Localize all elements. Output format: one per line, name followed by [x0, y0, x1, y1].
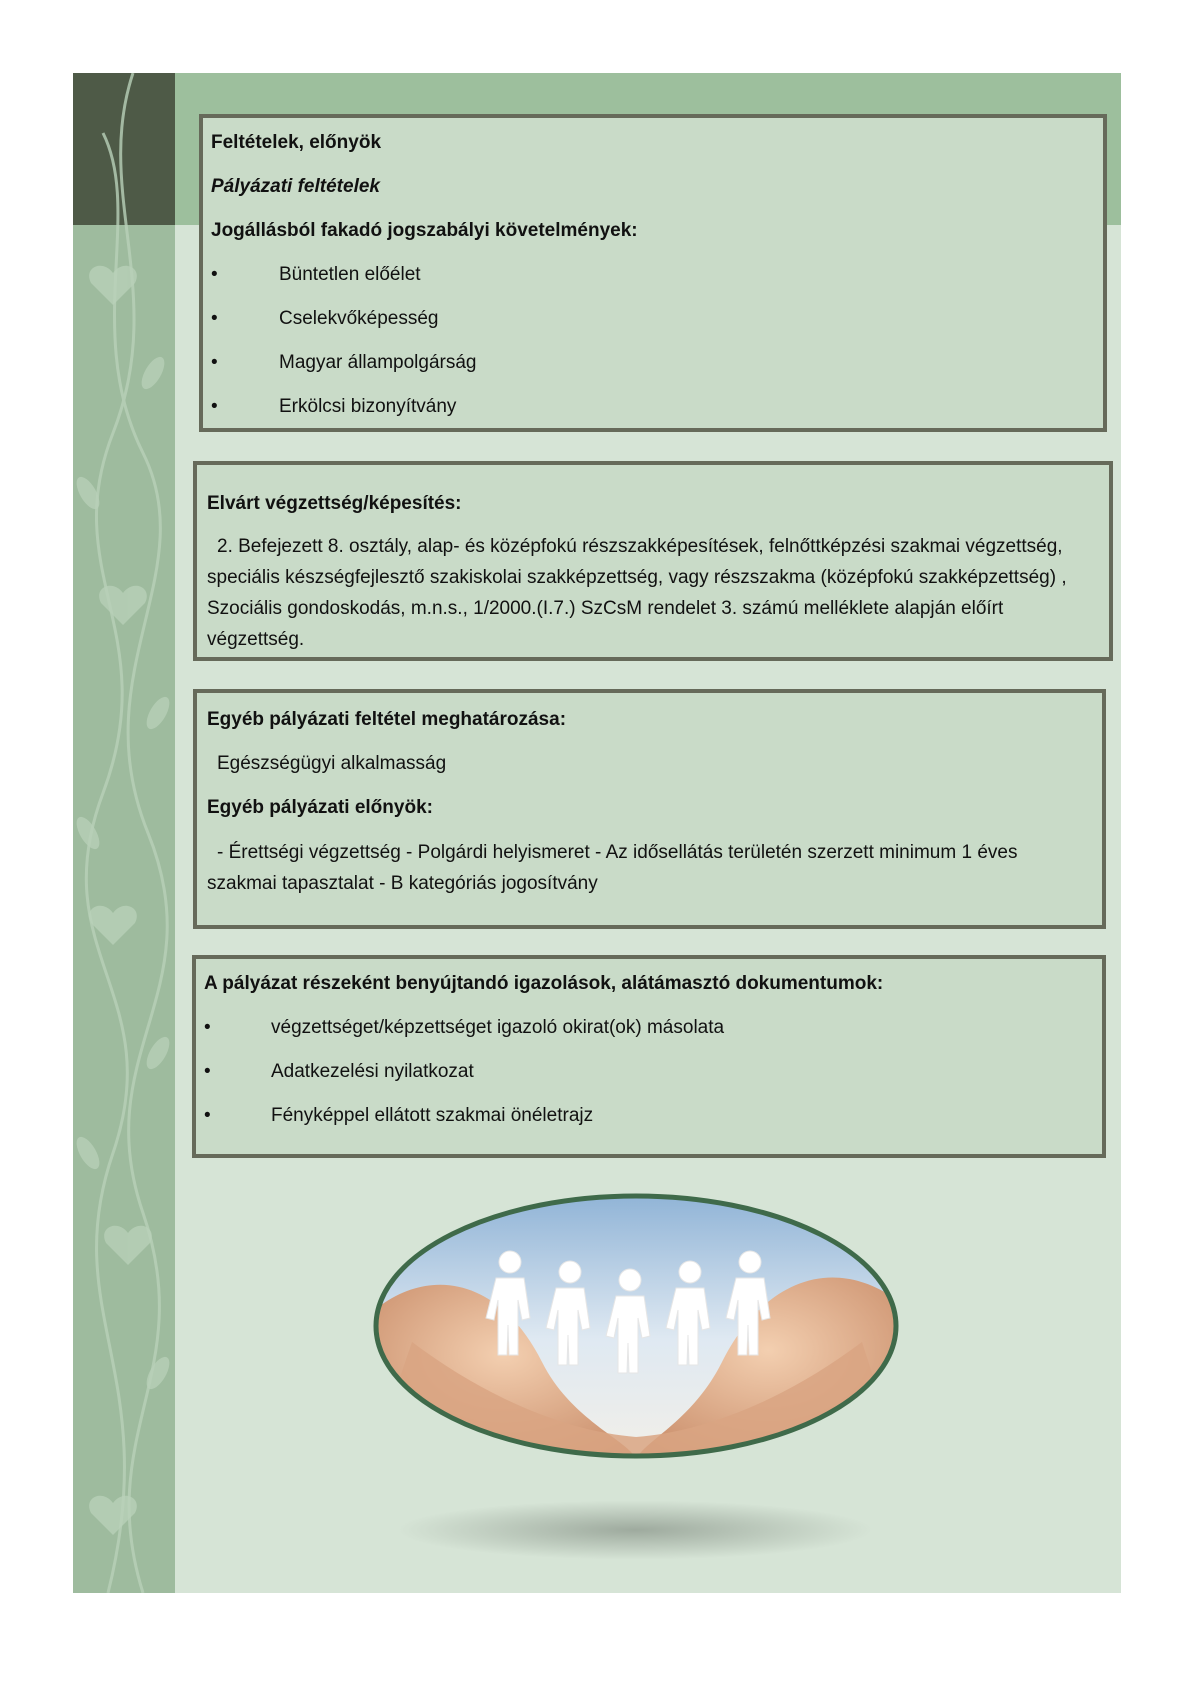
list-item: • Cselekvőképesség — [211, 308, 439, 329]
requirements-list — [211, 260, 1095, 436]
documents-box — [192, 955, 1106, 1158]
qualification-box — [193, 461, 1113, 661]
list-item: • végzettséget/képzettséget igazoló okirat(ok) másolata — [204, 1017, 725, 1038]
list-item: • Adatkezelési nyilatkozat — [204, 1061, 474, 1082]
section-subtitle: Pályázati feltételek — [211, 176, 380, 197]
advantages-heading: Egyéb pályázati előnyök: — [207, 797, 433, 818]
documents-list — [204, 1013, 1094, 1145]
image-shadow — [395, 1500, 875, 1560]
list-item: • Erkölcsi bizonyítvány — [211, 396, 457, 417]
requirements-heading: Jogállásból fakadó jogszabályi követelmények: — [211, 220, 638, 241]
advantages-text: - Érettségi végzettség - Polgárdi helyismeret - Az idősellátás területén szerzett minimum 1 éves szakmai tapasztalat - B kategóriás jogosítvány — [207, 842, 1018, 894]
list-item: • Magyar állampolgárság — [211, 352, 477, 373]
floral-pattern-icon — [73, 73, 175, 1593]
section-title: Feltételek, előnyök — [211, 132, 382, 153]
other-conditions-heading: Egyéb pályázati feltétel meghatározása: — [207, 709, 567, 730]
documents-heading: A pályázat részeként benyújtandó igazolások, alátámasztó dokumentumok: — [204, 973, 884, 994]
qualification-heading: Elvárt végzettség/képesítés: — [207, 493, 462, 514]
list-item: • Fényképpel ellátott szakmai önéletrajz — [204, 1105, 594, 1126]
list-item: • Büntetlen előélet — [211, 264, 421, 285]
hands-holding-paper-people-icon — [372, 1192, 900, 1460]
decorative-sidebar — [73, 73, 175, 1593]
health-condition: Egészségügyi alkalmasság — [217, 753, 447, 774]
qualification-text: 2. Befejezett 8. osztály, alap- és középfokú részszakképesítések, felnőttképzési szakmai végzettség, speciális készségfejlesztő szakiskolai szakképzettség, vagy részszakma (középfokú szakképzettség) , Szociális gondoskodás, m.n.s., 1/2000.(I.7.) SzCsM rendelet 3. számú melléklete alapján előírt végzettség. — [207, 536, 1067, 650]
other-conditions-box — [193, 689, 1106, 929]
conditions-box — [199, 114, 1107, 432]
